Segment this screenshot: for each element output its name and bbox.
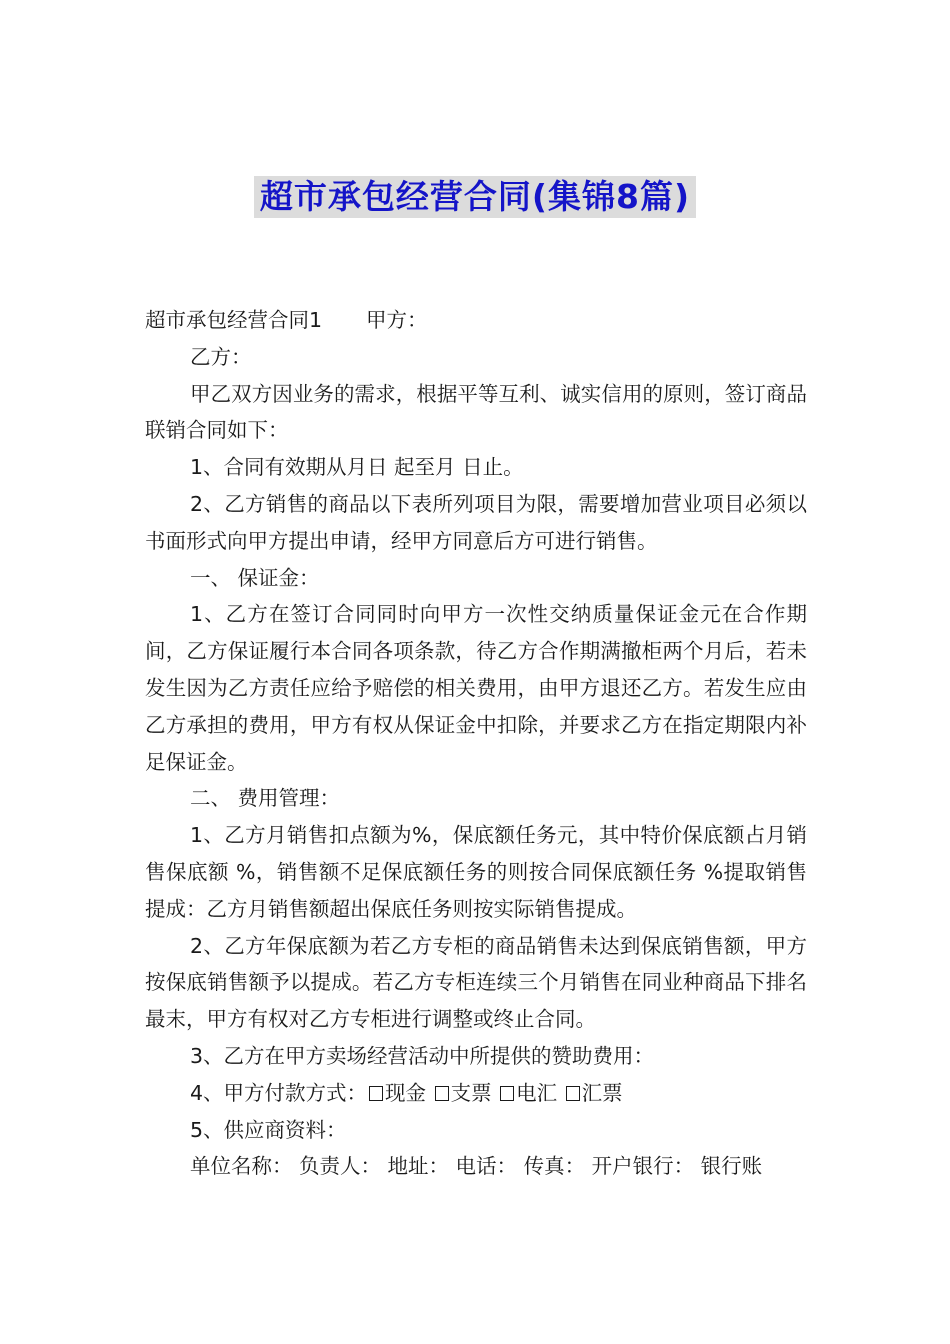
title-container [0, 176, 950, 218]
checkbox-icon [566, 1086, 580, 1101]
payment-method-label: 4、甲方付款方式： [190, 1080, 368, 1105]
paragraph: 甲乙双方因业务的需求，根据平等互利、诚实信用的原则，签订商品联销合同如下： [145, 381, 807, 443]
checkbox-icon [369, 1086, 383, 1101]
paragraph: 1、乙方月销售扣点额为%，保底额任务元，其中特价保底额占月销售保底额 %，销售额不足保底额任务的则按合同保底额任务 %提取销售提成：乙方月销售额超出保底任务则按实际销售提成。 [145, 823, 807, 921]
payment-option: 现金 [385, 1080, 427, 1105]
paragraph: 1、乙方在签订合同同时向甲方一次性交纳质量保证金元在合作期间，乙方保证履行本合同各项条款，待乙方合作期满撤柜两个月后，若未发生因为乙方责任应给予赔偿的相关费用，由甲方退还乙方。若发生应由乙方承担的费用，甲方有权从保证金中扣除，并要求乙方在指定期限内补足保证金。 [145, 602, 807, 774]
paragraph: 2、乙方年保底额为若乙方专柜的商品销售未达到保底销售额，甲方按保底销售额予以提成。若乙方专柜连续三个月销售在同业种商品下排名最末，甲方有权对乙方专柜进行调整或终止合同。 [145, 933, 807, 1032]
supplier-fields: 单位名称： 负责人： 地址： 电话： 传真： 开户银行： 银行账 [190, 1154, 763, 1179]
party-a-label: 甲方： [366, 308, 428, 332]
contract-heading: 超市承包经营合同1 [145, 308, 323, 332]
document-body [145, 302, 807, 1185]
paragraph: 3、乙方在甲方卖场经营活动中所提供的赞助费用： [190, 1043, 655, 1068]
paragraph: 乙方： [190, 344, 252, 369]
supplier-info-heading: 5、供应商资料： [190, 1117, 347, 1142]
payment-method-line [145, 1075, 807, 1112]
document-title: 超市承包经营合同(集锦8篇) [254, 176, 696, 218]
paragraph: 1、合同有效期从月日 起至月 日止。 [190, 455, 524, 480]
section-heading: 一、 保证金： [190, 565, 320, 590]
payment-option: 支票 [450, 1080, 492, 1105]
checkbox-icon [500, 1086, 514, 1101]
paragraph: 2、乙方销售的商品以下表所列项目为限，需要增加营业项目必须以书面形式向甲方提出申请，经甲方同意后方可进行销售。 [145, 491, 807, 553]
payment-option: 电汇 [516, 1080, 558, 1105]
heading-line [145, 302, 807, 339]
payment-option: 汇票 [581, 1080, 623, 1105]
checkbox-icon [435, 1086, 449, 1101]
section-heading: 二、 费用管理： [190, 786, 341, 811]
